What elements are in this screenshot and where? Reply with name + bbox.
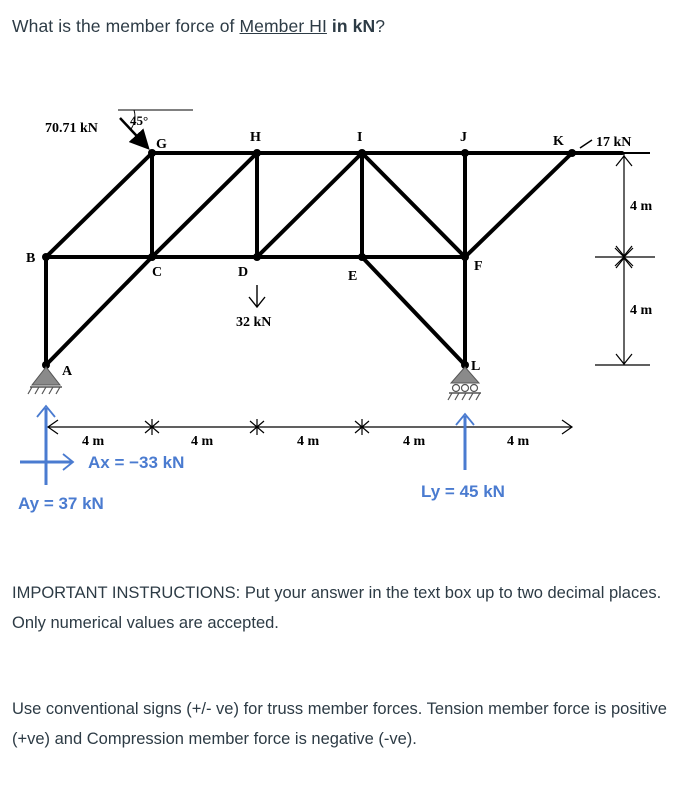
joint-D	[253, 253, 261, 261]
node-label-J: J	[460, 130, 467, 145]
downward-load-label: 32 kN	[236, 315, 272, 330]
node-label-L: L	[471, 359, 481, 374]
pin-support-A	[28, 367, 62, 394]
member-BG	[46, 153, 152, 257]
question-prefix: What is the member force of	[12, 16, 235, 36]
truss-members	[46, 153, 622, 365]
node-label-K: K	[553, 134, 564, 149]
member-IF	[362, 153, 465, 257]
joint-E	[358, 253, 366, 261]
joint-G	[148, 149, 156, 157]
member-CH	[152, 153, 257, 257]
downward-load	[236, 285, 271, 330]
question-member: Member HI	[239, 16, 327, 36]
member-FK	[465, 153, 572, 257]
horizontal-load-k	[572, 135, 650, 153]
vertical-dim-upper: 4 m	[630, 199, 653, 214]
member-AC	[46, 257, 152, 365]
vertical-dimension	[595, 153, 655, 365]
reaction-ax-label: Ax = −33 kN	[88, 453, 185, 472]
node-label-I: I	[357, 130, 363, 145]
reaction-ly-label: Ly = 45 kN	[421, 482, 505, 501]
span-dim-4: 4 m	[403, 434, 426, 449]
joint-B	[42, 253, 50, 261]
reaction-ly	[456, 414, 474, 470]
span-dim-1: 4 m	[82, 434, 105, 449]
node-label-E: E	[348, 269, 358, 284]
horizontal-load-label: 17 kN	[596, 135, 632, 150]
instructions-sign-convention: Use conventional signs (+/- ve) for truss member forces. Tension member force is positive (+ve) and Compression member force is negative (-ve).	[12, 700, 667, 748]
horizontal-dimension	[46, 419, 572, 435]
joint-I	[358, 149, 366, 157]
node-label-H: H	[250, 130, 261, 145]
joint-C	[148, 253, 156, 261]
inclined-load-label: 70.71 kN	[45, 121, 98, 136]
span-dim-2: 4 m	[191, 434, 214, 449]
question-unit: in kN	[331, 16, 376, 36]
instructions-important: IMPORTANT INSTRUCTIONS: Put your answer in the text box up to two decimal places. Only numerical values are accepted.	[12, 584, 662, 632]
member-EL	[362, 257, 465, 365]
member-DI	[257, 153, 362, 257]
angle-label: 45°	[130, 113, 149, 128]
vertical-dim-lower: 4 m	[630, 303, 653, 318]
joint-H	[253, 149, 261, 157]
node-label-A: A	[62, 364, 73, 379]
reaction-ay	[37, 406, 55, 485]
node-label-D: D	[238, 265, 249, 280]
inclined-load	[45, 110, 193, 148]
node-label-G: G	[156, 137, 167, 152]
node-label-C: C	[152, 265, 163, 280]
span-dim-3: 4 m	[297, 434, 320, 449]
joint-J	[461, 149, 469, 157]
question-end: ?	[375, 16, 386, 36]
node-label-B: B	[26, 251, 36, 266]
node-label-F: F	[474, 259, 483, 274]
span-dim-5: 4 m	[507, 434, 530, 449]
joint-F	[461, 253, 469, 261]
reaction-ay-label: Ay = 37 kN	[18, 494, 104, 513]
